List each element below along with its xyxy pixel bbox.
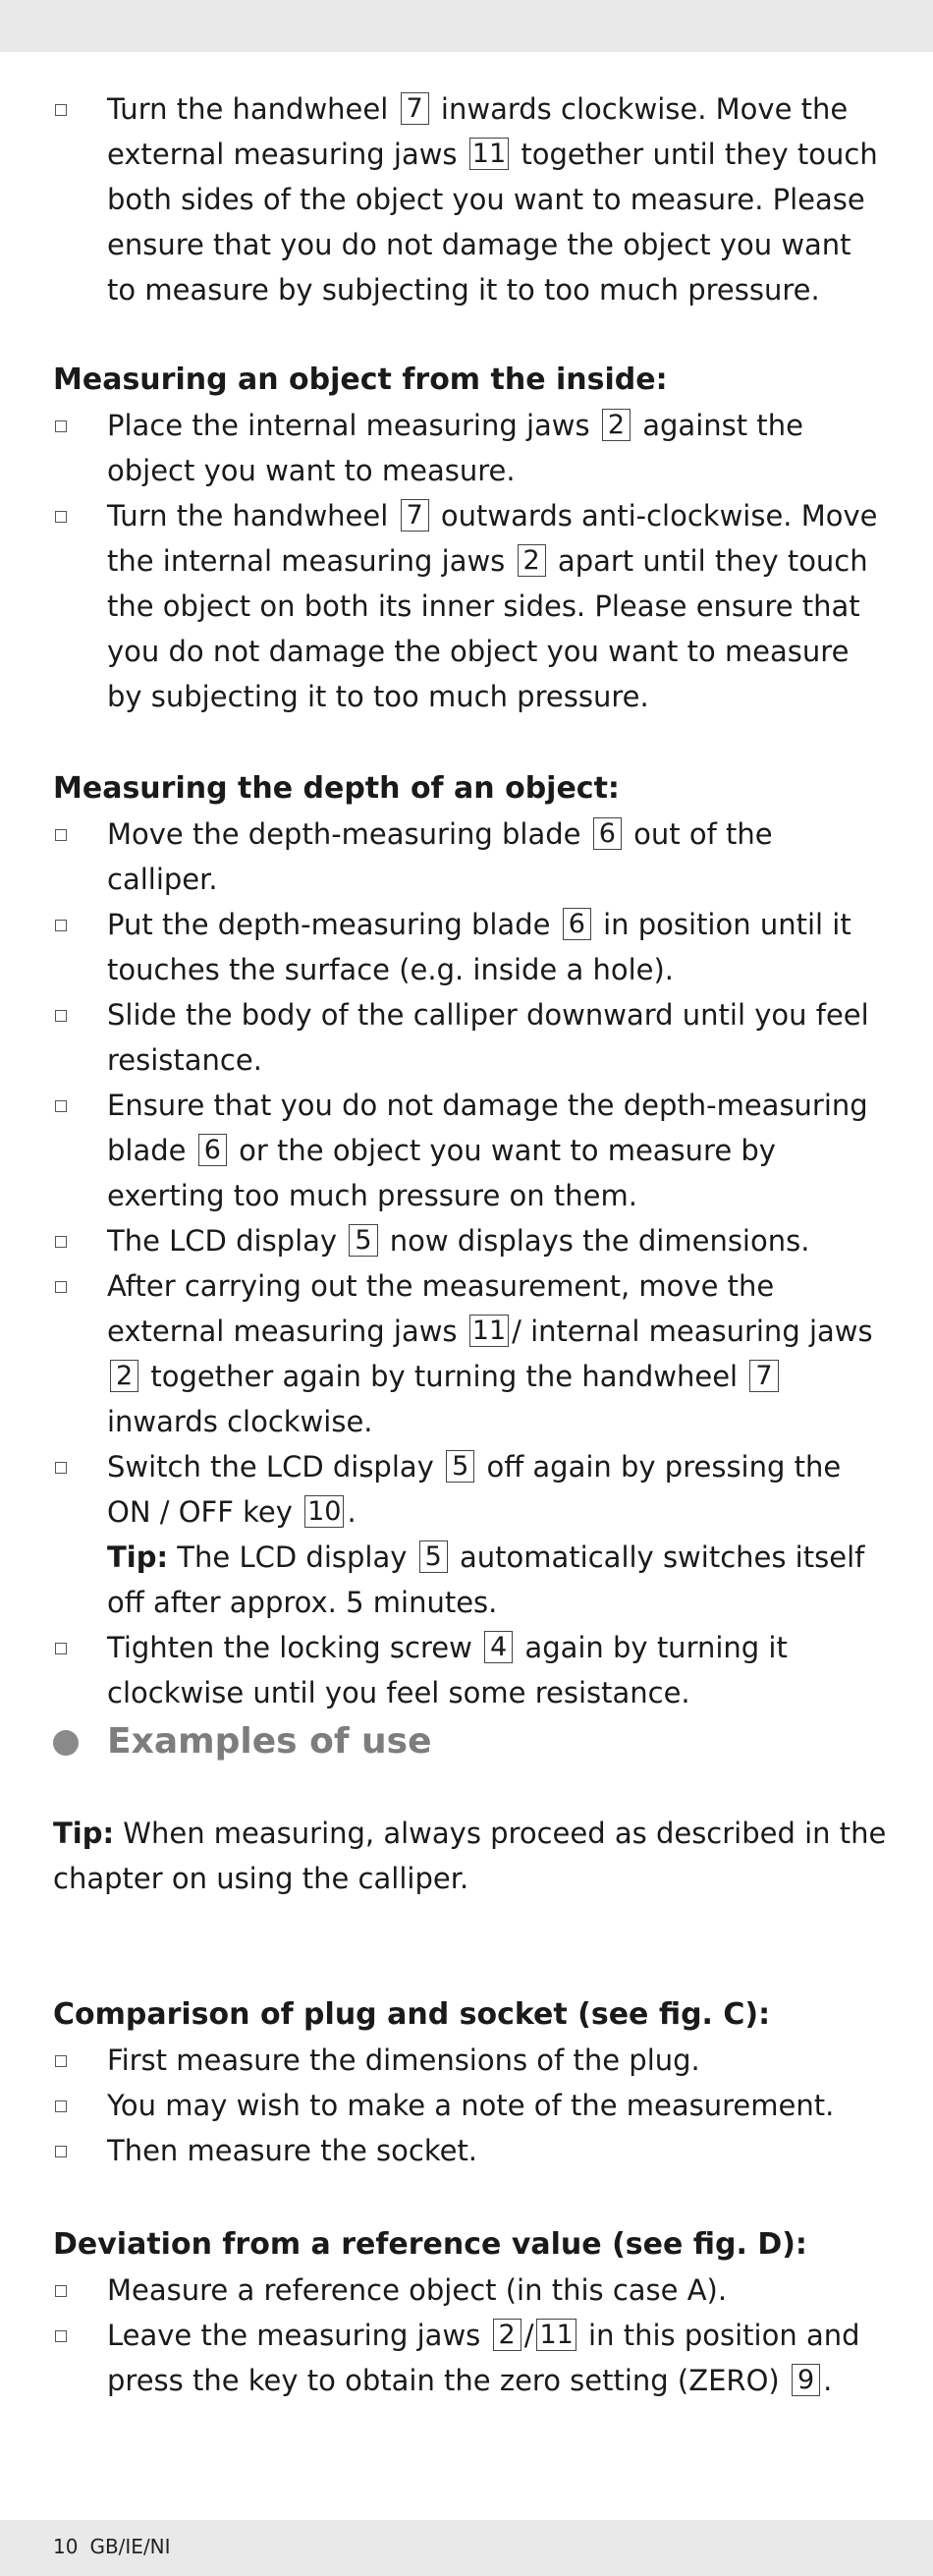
step-text: First measure the dimensions of the plug. bbox=[107, 2044, 700, 2077]
section-heading-plug: Comparison of plug and socket (see fig. C): bbox=[53, 1997, 771, 2032]
step-list bbox=[53, 2038, 888, 2173]
step-text: Move the depth-measuring blade bbox=[107, 817, 590, 851]
checkbox-bullet-icon bbox=[55, 2100, 67, 2112]
step-text: Measure a reference object (in this case A). bbox=[107, 2273, 728, 2307]
part-reference-number: 10 bbox=[304, 1495, 344, 1528]
depth-measure-section bbox=[53, 766, 888, 1715]
step-text: Turn the handwheel bbox=[107, 499, 398, 532]
part-reference-number: 11 bbox=[469, 138, 509, 170]
list-item bbox=[53, 2083, 888, 2128]
part-reference-number: 2 bbox=[493, 2319, 521, 2351]
part-reference-number: 6 bbox=[593, 817, 622, 850]
step-list bbox=[53, 86, 888, 312]
step-list bbox=[53, 403, 888, 719]
list-item bbox=[53, 403, 888, 493]
tip-label: Tip: bbox=[53, 1817, 115, 1850]
list-item bbox=[53, 902, 888, 992]
top-bar bbox=[0, 0, 933, 52]
checkbox-bullet-icon bbox=[55, 1236, 67, 1248]
part-reference-number: 9 bbox=[792, 2364, 820, 2396]
step-text: together until they touch both sides of the object you want to measure. Please ensure that you do not damage the object you want to measure by subjecting it to too much pressure. bbox=[107, 138, 878, 307]
step-text: Tighten the locking screw bbox=[107, 1631, 482, 1664]
step-text: again by turning it clockwise until you feel some resistance. bbox=[107, 1631, 788, 1709]
step-text: outwards anti-clockwise. Move the internal measuring jaws bbox=[107, 499, 878, 578]
bullet-dot-icon bbox=[53, 1730, 79, 1756]
plug-socket-section bbox=[53, 1992, 888, 2173]
tip-label: Tip: bbox=[107, 1540, 169, 1574]
step-text: / bbox=[523, 2319, 534, 2352]
deviation-section bbox=[53, 2222, 888, 2403]
step-text: . bbox=[823, 2364, 833, 2397]
step-text: The LCD display bbox=[168, 1540, 416, 1574]
part-reference-number: 7 bbox=[401, 92, 429, 125]
checkbox-bullet-icon bbox=[55, 2285, 67, 2297]
step-text: now displays the dimensions. bbox=[380, 1224, 810, 1258]
list-item bbox=[53, 1444, 888, 1535]
part-reference-number: 6 bbox=[563, 908, 591, 940]
checkbox-bullet-icon bbox=[55, 920, 67, 931]
step-text: off again by pressing the ON / OFF key bbox=[107, 1450, 842, 1529]
step-text: or the object you want to measure by exerting too much pressure on them. bbox=[107, 1134, 776, 1212]
part-reference-number: 7 bbox=[401, 499, 429, 532]
list-item bbox=[53, 1083, 888, 1218]
part-reference-number: 2 bbox=[518, 544, 546, 577]
part-reference-number: 11 bbox=[536, 2319, 576, 2351]
step-text: Switch the LCD display bbox=[107, 1450, 444, 1484]
checkbox-bullet-icon bbox=[55, 2146, 67, 2157]
step-list bbox=[53, 2268, 888, 2403]
tip-note bbox=[53, 1535, 888, 1625]
step-text: Put the depth-measuring blade bbox=[107, 908, 560, 941]
inside-measure-section bbox=[53, 358, 888, 719]
checkbox-bullet-icon bbox=[55, 1281, 67, 1293]
list-item bbox=[53, 86, 888, 312]
step-text: against the object you want to measure. bbox=[107, 409, 803, 487]
list-item bbox=[53, 1263, 888, 1444]
part-reference-number: 6 bbox=[198, 1134, 227, 1166]
step-text: apart until they touch the object on both its inner sides. Please ensure that you do not damage the object you want to measure by subjecting it to too much pressure. bbox=[107, 544, 868, 713]
part-reference-number: 5 bbox=[349, 1224, 377, 1257]
step-text: Slide the body of the calliper downward until you feel resistance. bbox=[107, 998, 869, 1077]
step-text: together again by turning the handwheel bbox=[141, 1360, 747, 1393]
checkbox-bullet-icon bbox=[55, 420, 67, 432]
step-text: automatically switches itself off after approx. 5 minutes. bbox=[107, 1540, 865, 1619]
tip-text: When measuring, always proceed as described in the chapter on using the calliper. bbox=[53, 1817, 887, 1895]
part-reference-number: 2 bbox=[602, 409, 631, 441]
part-reference-number: 7 bbox=[749, 1360, 778, 1392]
list-item bbox=[53, 812, 888, 902]
section-heading-deviation: Deviation from a reference value (see fig. D): bbox=[53, 2227, 807, 2262]
step-text: Leave the measuring jaws bbox=[107, 2319, 490, 2352]
region-code: GB/IE/NI bbox=[89, 2535, 171, 2558]
checkbox-bullet-icon bbox=[55, 1100, 67, 1112]
step-text: After carrying out the measurement, move the external measuring jaws bbox=[107, 1269, 775, 1348]
step-text: Turn the handwheel bbox=[107, 92, 398, 126]
section-heading-inside: Measuring an object from the inside: bbox=[53, 363, 668, 397]
checkbox-bullet-icon bbox=[55, 1010, 67, 1022]
step-text: in this position and press the key to obtain the zero setting (ZERO) bbox=[107, 2319, 860, 2397]
step-list bbox=[53, 812, 888, 1715]
part-reference-number: 5 bbox=[419, 1540, 448, 1573]
step-text: . bbox=[347, 1495, 357, 1529]
step-text: inwards clockwise. bbox=[107, 1405, 373, 1438]
list-item bbox=[53, 2128, 888, 2173]
list-item bbox=[53, 493, 888, 719]
checkbox-bullet-icon bbox=[55, 2055, 67, 2067]
page-number: 10 bbox=[53, 2535, 79, 2558]
step-text: Then measure the socket. bbox=[107, 2134, 478, 2167]
list-item bbox=[53, 1218, 888, 1263]
section-heading-depth: Measuring the depth of an object: bbox=[53, 771, 620, 806]
list-item bbox=[53, 2313, 888, 2403]
list-item bbox=[53, 992, 888, 1083]
part-reference-number: 5 bbox=[446, 1450, 474, 1483]
step-text: The LCD display bbox=[107, 1224, 347, 1258]
checkbox-bullet-icon bbox=[55, 1643, 67, 1654]
list-item bbox=[53, 2038, 888, 2083]
checkbox-bullet-icon bbox=[55, 1462, 67, 1474]
checkbox-bullet-icon bbox=[55, 829, 67, 841]
step-text: / internal measuring jaws bbox=[512, 1315, 873, 1348]
step-text: inwards clockwise. Move the external measuring jaws bbox=[107, 92, 849, 171]
step-text: You may wish to make a note of the measurement. bbox=[107, 2089, 835, 2122]
checkbox-bullet-icon bbox=[55, 104, 67, 116]
checkbox-bullet-icon bbox=[55, 511, 67, 523]
part-reference-number: 4 bbox=[484, 1631, 513, 1663]
step-text: out of the calliper. bbox=[107, 817, 773, 896]
checkbox-bullet-icon bbox=[55, 2330, 67, 2342]
outside-measure-block bbox=[53, 86, 888, 312]
step-text: in position until it touches the surface (e.g. inside a hole). bbox=[107, 908, 851, 986]
examples-tip bbox=[53, 1811, 888, 1901]
part-reference-number: 11 bbox=[469, 1315, 509, 1347]
step-text: Ensure that you do not damage the depth-measuring blade bbox=[107, 1089, 868, 1167]
list-item bbox=[53, 2268, 888, 2313]
step-text: Place the internal measuring jaws bbox=[107, 409, 599, 442]
list-item bbox=[53, 1625, 888, 1715]
part-reference-number: 2 bbox=[110, 1360, 138, 1392]
examples-title-text: Examples of use bbox=[107, 1721, 432, 1762]
page-footer bbox=[0, 2520, 933, 2576]
